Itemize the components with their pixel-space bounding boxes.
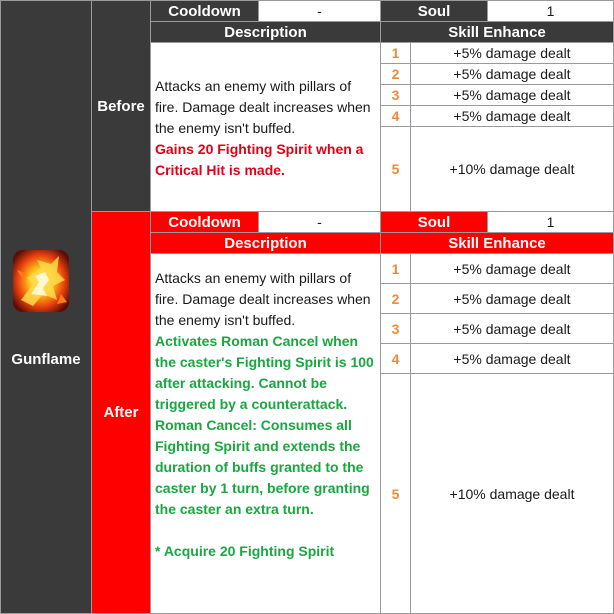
after-soul-header	[380, 211, 488, 233]
after-enhance-text-4	[410, 343, 614, 374]
after-description-highlight: Activates Roman Cancel when the caster's Fighting Spirit is 100 after attacking. Cannot be triggered by a counterattack. Roman Cancel: Consumes all Fighting Spirit and extends the duration of buffs granted to the caster by 1 turn, before granting the caster an extra turn.	[155, 333, 374, 517]
enhance-effect: +10% damage dealt	[449, 161, 575, 177]
after-enhance-num-5	[380, 373, 411, 614]
enhance-level: 2	[391, 290, 400, 307]
after-description-header	[150, 232, 381, 254]
after-description	[151, 268, 380, 562]
before-description-main: Attacks an enemy with pillars of fire. Damage dealt increases when the enemy isn't buffed.	[155, 78, 371, 136]
after-enhance-num-3	[380, 313, 411, 344]
before-enhance-num-2	[380, 63, 411, 85]
enhance-level: 1	[391, 260, 400, 277]
before-description-header	[150, 21, 381, 43]
cooldown-value: -	[317, 3, 322, 19]
cooldown-value: -	[317, 214, 322, 230]
enhance-effect: +5% damage dealt	[453, 45, 571, 61]
after-enhance-num-1	[380, 253, 411, 284]
before-description-highlight: Gains 20 Fighting Spirit when a Critical Hit is made.	[155, 141, 364, 178]
before-cooldown-value-cell	[258, 0, 381, 22]
soul-value: 1	[546, 3, 555, 19]
fire-explosion-skill-icon	[13, 250, 69, 312]
enhance-effect: +5% damage dealt	[453, 320, 571, 337]
enhance-effect: +5% damage dealt	[453, 350, 571, 367]
before-soul-value-cell	[487, 0, 614, 22]
soul-value: 1	[546, 214, 555, 230]
after-cooldown-header	[150, 211, 259, 233]
after-description-main: Attacks an enemy with pillars of fire. Damage dealt increases when the enemy isn't buffed.	[155, 270, 371, 328]
enhance-level: 2	[391, 66, 400, 82]
before-description-cell	[150, 42, 381, 212]
before-enhance-num-1	[380, 42, 411, 64]
cooldown-label: Cooldown	[168, 2, 241, 20]
before-soul-header	[380, 0, 488, 22]
after-cooldown-value-cell	[258, 211, 381, 233]
after-description-cell	[150, 253, 381, 614]
after-enhance-text-1	[410, 253, 614, 284]
after-soul-value-cell	[487, 211, 614, 233]
enhance-level: 3	[391, 320, 400, 337]
after-enhance-text-5	[410, 373, 614, 614]
cooldown-label: Cooldown	[168, 213, 241, 231]
enhance-level: 4	[391, 350, 400, 367]
skill-enhance-label: Skill Enhance	[448, 234, 546, 252]
before-enhance-header	[380, 21, 614, 43]
after-description-note: * Acquire 20 Fighting Spirit	[155, 543, 335, 559]
enhance-effect: +5% damage dealt	[453, 87, 571, 103]
enhance-level: 3	[391, 87, 400, 103]
enhance-effect: +5% damage dealt	[453, 260, 571, 277]
before-enhance-text-3	[410, 84, 614, 106]
enhance-effect: +5% damage dealt	[453, 108, 571, 124]
soul-label: Soul	[417, 213, 451, 231]
before-label-cell	[91, 0, 151, 212]
after-enhance-text-3	[410, 313, 614, 344]
before-enhance-num-4	[380, 105, 411, 127]
soul-label: Soul	[417, 2, 451, 20]
before-enhance-text-4	[410, 105, 614, 127]
before-label: Before	[97, 97, 145, 115]
enhance-level: 4	[391, 108, 400, 124]
after-label: After	[103, 404, 139, 421]
before-enhance-num-3	[380, 84, 411, 106]
after-label-cell	[91, 211, 151, 614]
before-enhance-text-1	[410, 42, 614, 64]
after-enhance-num-4	[380, 343, 411, 374]
after-enhance-header	[380, 232, 614, 254]
skill-name: Gunflame	[11, 350, 81, 368]
description-label: Description	[224, 23, 307, 41]
before-enhance-text-5	[410, 126, 614, 212]
enhance-effect: +5% damage dealt	[453, 66, 571, 82]
skill-enhance-label: Skill Enhance	[448, 23, 546, 41]
after-enhance-num-2	[380, 283, 411, 314]
enhance-level: 5	[391, 485, 400, 502]
description-label: Description	[224, 234, 307, 252]
before-enhance-text-2	[410, 63, 614, 85]
enhance-effect: +10% damage dealt	[449, 485, 575, 502]
before-enhance-num-5	[380, 126, 411, 212]
after-enhance-text-2	[410, 283, 614, 314]
enhance-effect: +5% damage dealt	[453, 290, 571, 307]
before-cooldown-header	[150, 0, 259, 22]
enhance-level: 1	[391, 45, 400, 61]
enhance-level: 5	[391, 161, 400, 177]
before-description	[151, 76, 380, 181]
